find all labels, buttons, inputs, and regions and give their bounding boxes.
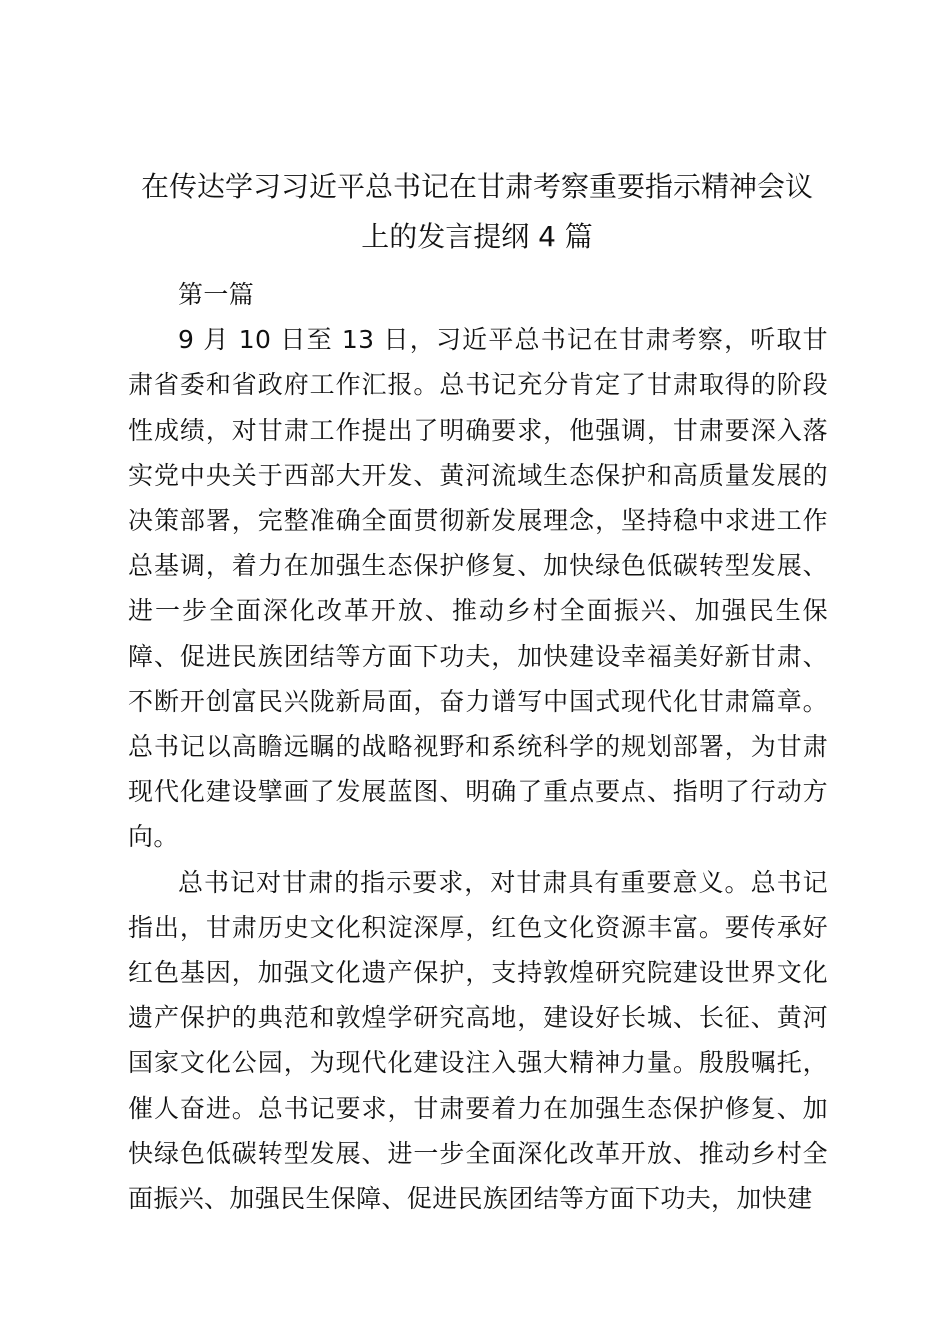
section-heading: 第一篇 — [178, 280, 255, 309]
document-title — [120, 162, 834, 262]
title-line-1: 在传达学习习近平总书记在甘肃考察重要指示精神会议 — [140, 170, 813, 203]
paragraph-2: 总书记对甘肃的指示要求，对甘肃具有重要意义。总书记指出，甘肃历史文化积淀深厚，红色文化资源丰富。要传承好红色基因，加强文化遗产保护，支持敦煌研究院建设世界文化遗产保护的典范和敦煌学研究高地，建设好长城、长征、黄河国家文化公园，为现代化建设注入强大精神力量。殷殷嘱托，催人奋进。总书记要求，甘肃要着力在加强生态保护修复、加快绿色低碳转型发展、进一步全面深化改革开放、推动乡村全面振兴、加强民生保障、促进民族团结等方面下功夫，加快建 — [128, 867, 828, 1214]
document-body — [128, 272, 828, 1221]
paragraph-1: 9 月 10 日至 13 日，习近平总书记在甘肃考察，听取甘肃省委和省政府工作汇报。总书记充分肯定了甘肃取得的阶段性成绩，对甘肃工作提出了明确要求，他强调，甘肃要深入落实党中央关于西部大开发、黄河流域生态保护和高质量发展的决策部署，完整准确全面贯彻新发展理念，坚持稳中求进工作总基调，着力在加强生态保护修复、加快绿色低碳转型发展、进一步全面深化改革开放、推动乡村全面振兴、加强民生保障、促进民族团结等方面下功夫，加快建设幸福美好新甘肃、不断开创富民兴陇新局面，奋力谱写中国式现代化甘肃篇章。总书记以高瞻远瞩的战略视野和系统科学的规划部署，为甘肃现代化建设擘画了发展蓝图、明确了重点要点、指明了行动方向。 — [128, 325, 828, 852]
title-line-2: 上的发言提纲 4 篇 — [361, 220, 593, 253]
